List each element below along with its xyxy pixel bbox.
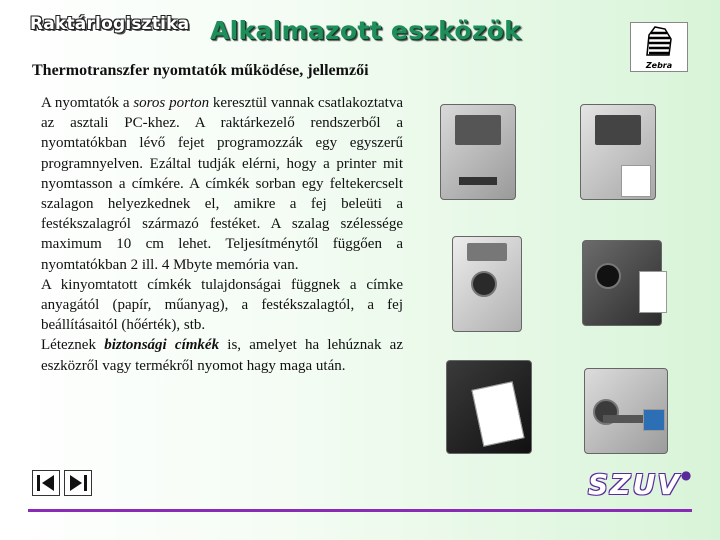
zebra-logo [630, 22, 688, 72]
printer-photo-6 [574, 360, 678, 460]
first-slide-button[interactable] [32, 470, 60, 496]
printer-photo-4 [572, 232, 672, 332]
brand-title: Raktárlogisztika [30, 14, 190, 34]
emphasis-security-labels: biztonsági címkék [104, 337, 220, 354]
page-title: Alkalmazott eszközök [210, 16, 522, 45]
skip-to-first-icon [35, 473, 57, 493]
bottom-divider [28, 509, 692, 512]
printer-photo-3 [442, 228, 532, 338]
paragraph-1: A nyomtatók a soros porton keresztül vannak csatlakoztatva az asztali PC-khez. A raktárkezelő rendszerből a nyomtatókban lévő fejet programozzák egy egyszerű programnyelven. Ezáltal tudják elérni, hogy a printer mit nyomtasson a címkére. A címkék sorban egy feltekercselt szalagon helyezkednek el, amikre a fej beleüti a festékszalagról származó festéket. A szalag szélessége maximum 10 cm lehet. Teljesítménytől függően a nyomtatókban 2 ill. 4 Mbyte memória van. [41, 95, 403, 273]
printer-photo-5 [436, 352, 542, 460]
paragraph-3: Léteznek biztonsági címkék is, amelyet ha lehúznak az eszközről vagy termékről nyomot hagy maga után. [41, 337, 403, 374]
zebra-head-icon [643, 25, 675, 59]
printer-photo-1 [430, 96, 526, 206]
skip-to-last-icon [67, 473, 89, 493]
last-slide-button[interactable] [64, 470, 92, 496]
emphasis-serial-port: soros porton [133, 95, 210, 111]
section-subtitle: Thermotranszfer nyomtatók működése, jellemzői [32, 62, 369, 79]
paragraph-2: A kinyomtatott címkék tulajdonságai függnek a címke anyagától (papír, műanyag), a festékszalagtól, a fej beállításaitól (hőérték), stb. [41, 276, 403, 334]
body-text [41, 93, 403, 376]
logo-text: Zebra [645, 61, 673, 70]
printer-photo-2 [570, 96, 666, 206]
szuv-logo: SZUV● [588, 468, 694, 501]
